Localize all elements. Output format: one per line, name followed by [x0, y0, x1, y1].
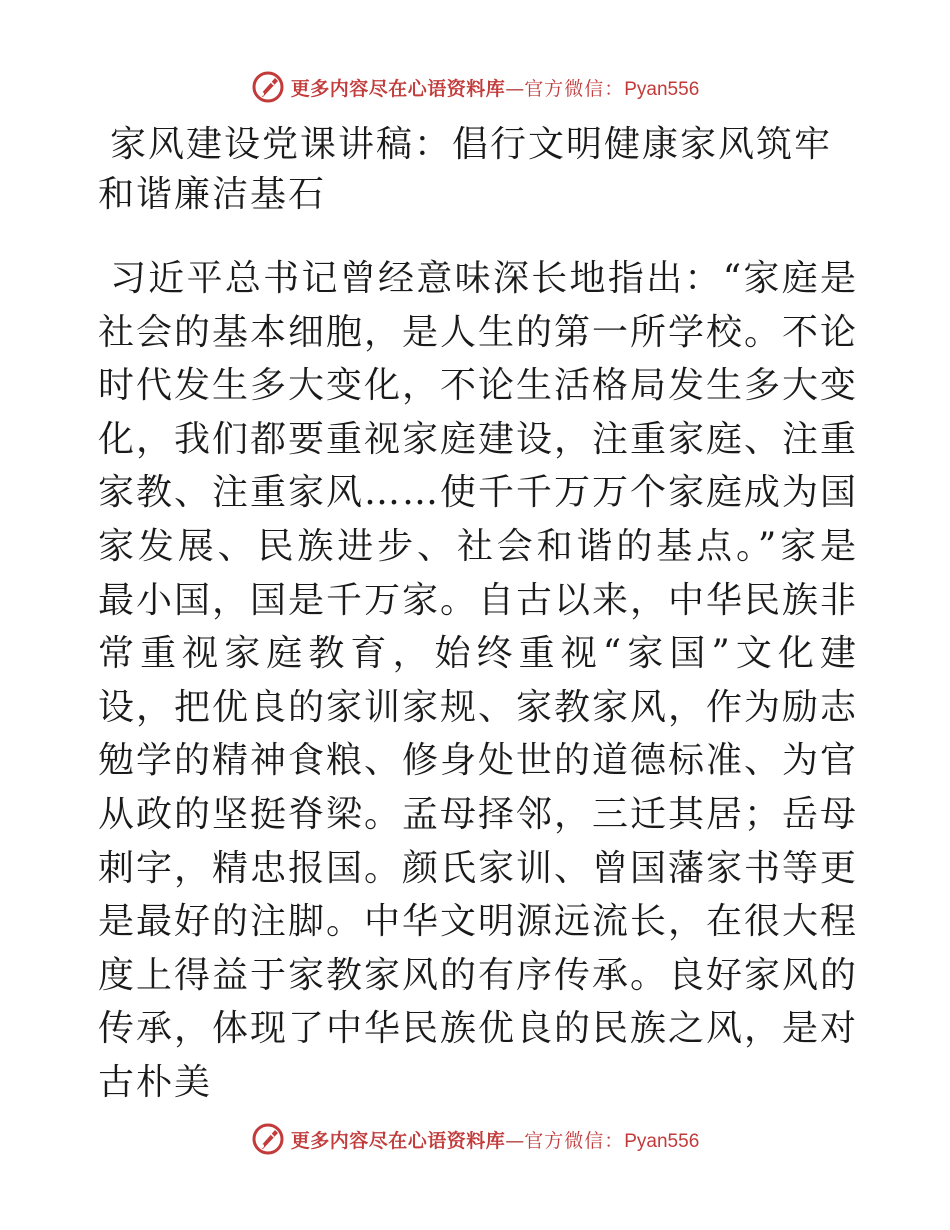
watermark-official-label: 官方微信：: [524, 1129, 625, 1152]
quill-logo-icon: [251, 70, 285, 104]
watermark-separator: —: [505, 1129, 525, 1152]
watermark-text: [291, 1126, 700, 1153]
watermark-wechat-id: Pyan556: [624, 1130, 700, 1152]
watermark-main-text: 更多内容尽在心语资料库: [290, 77, 506, 100]
document-title: 家风建设党课讲稿：倡行文明健康家风筑牢和谐廉洁基石: [98, 124, 833, 215]
footer-watermark: [0, 1122, 950, 1156]
watermark-official-label: 官方微信：: [524, 77, 625, 100]
watermark-wechat-id: Pyan556: [624, 78, 700, 100]
watermark-separator: —: [505, 77, 525, 100]
quill-logo-icon: [251, 1122, 285, 1156]
watermark-text: [291, 74, 700, 101]
header-watermark: [0, 70, 950, 104]
document-body-paragraph: 习近平总书记曾经意味深长地指出：“家庭是社会的基本细胞，是人生的第一所学校。不论时代发生多大变化，不论生活格局发生多大变化，我们都要重视家庭建设，注重家庭、注重家教、注重家风……使千千万万个家庭成为国家发展、民族进步、社会和谐的基点。”家是最小国，国是千万家。自古以来，中华民族非常重视家庭教育，始终重视“家国”文化建设，把优良的家训家规、家教家风，作为励志勉学的精神食粮、修身处世的道德标准、为官从政的坚挺脊梁。孟母择邻，三迁其居；岳母刺字，精忠报国。颜氏家训、曾国藩家书等更是最好的注脚。中华文明源远流长，在很大程度上得益于家教家风的有序传承。良好家风的传承，体现了中华民族优良的民族之风，是对古朴美: [98, 258, 859, 1103]
watermark-main-text: 更多内容尽在心语资料库: [290, 1129, 506, 1152]
